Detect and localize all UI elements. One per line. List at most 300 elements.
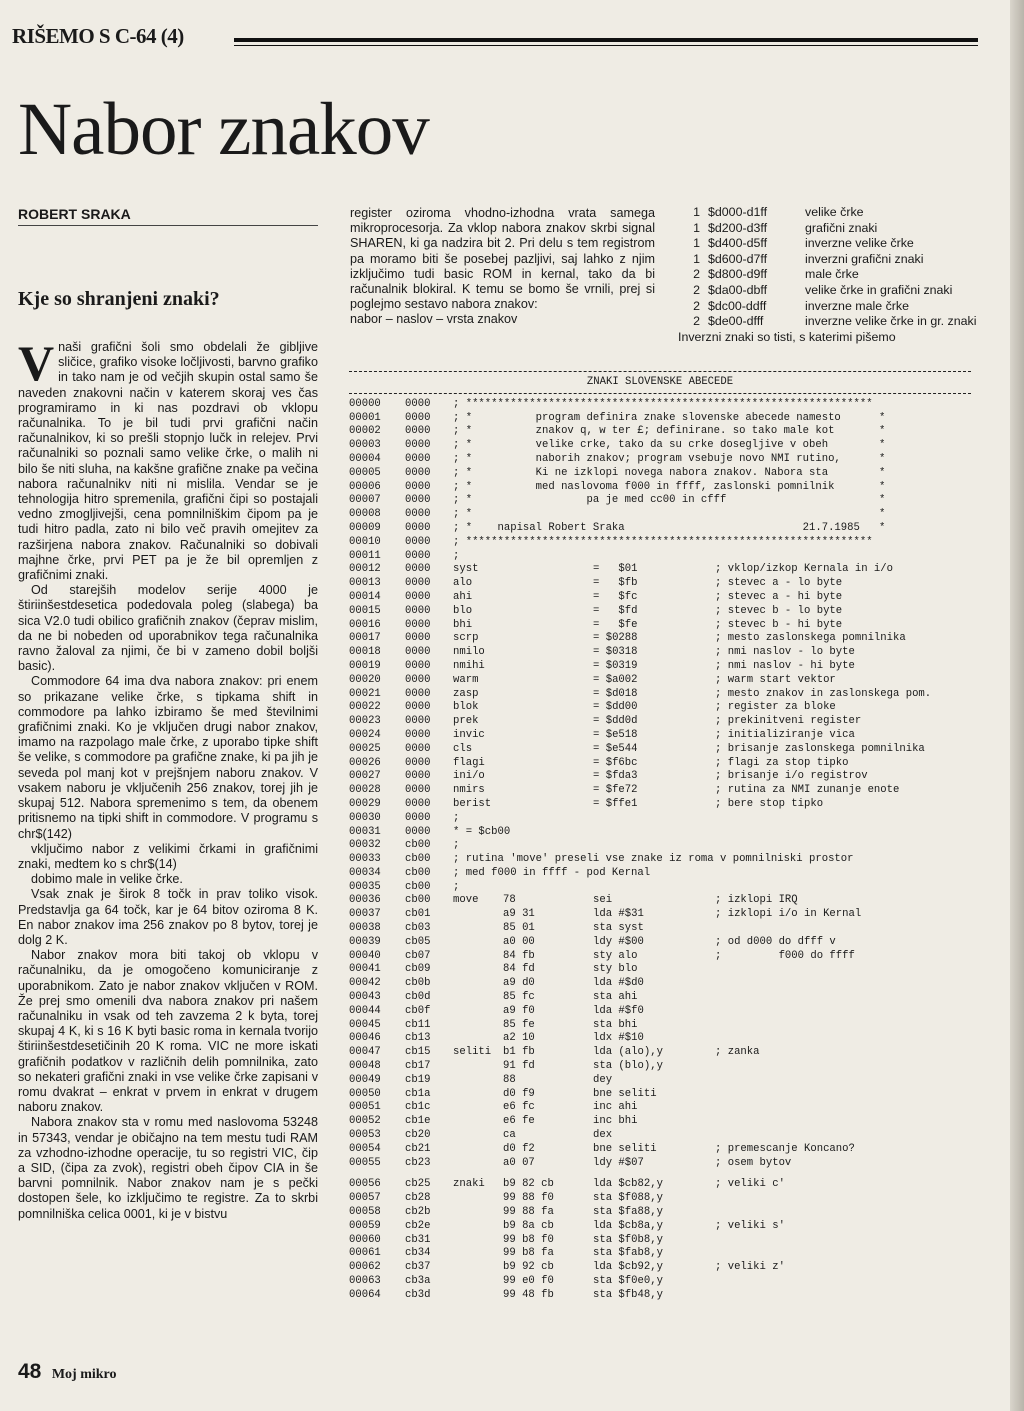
line-address: cb17 (405, 1060, 431, 1073)
line-number: 00009 (349, 521, 381, 534)
line-source: ; **************************************************************** (453, 397, 873, 410)
line-label: alo (453, 577, 473, 590)
line-label: warm (453, 673, 479, 686)
line-bytes (503, 577, 593, 591)
line-bytes (503, 770, 593, 784)
line-number: 00026 (349, 756, 381, 769)
line-source: ; rutina 'move' preseli vse znake iz roma v pomnilniski prostor (453, 853, 854, 866)
line-comment: ; flagi za stop tipko (715, 756, 849, 769)
listing-line (349, 632, 971, 646)
line-address: 0000 (405, 411, 431, 424)
line-address: 0000 (405, 673, 431, 686)
line-number: 00055 (349, 1156, 381, 1169)
listing-line (349, 1005, 971, 1019)
line-address: cb13 (405, 1032, 431, 1045)
line-comment (715, 1234, 971, 1248)
line-label: prek (453, 715, 479, 728)
line-number: 00016 (349, 618, 381, 631)
line-label: syst (453, 563, 479, 576)
line-instruction: bne seliti (593, 1087, 657, 1100)
charset-description: inverzni grafični znaki (805, 251, 924, 266)
line-comment: ; warm start vektor (715, 673, 836, 686)
charset-description: inverzne velike črke (805, 236, 914, 251)
charset-address: $d200-d3ff (708, 220, 768, 235)
charset-number: 1 (693, 205, 700, 219)
line-address: cb25 (405, 1178, 431, 1191)
line-label (453, 908, 503, 922)
line-instruction: sta (blo),y (593, 1060, 663, 1073)
line-comment (715, 977, 971, 991)
line-address: cb0b (405, 977, 431, 990)
line-bytes (503, 729, 593, 743)
body-paragraph: Od starejših modelov serije 4000 je štiriinšestdesetica podedovala poleg (slabega) ba sica V2.0 tudi obilico grafičnih znakov (čeprav mislim, da ne bi nobeden od uporabnikov tega računalnika ravno žaloval za njimi, če bi v zameno dobil boljši basic). (18, 583, 318, 674)
line-address: cb19 (405, 1073, 431, 1086)
line-source: ; * pa je med cc00 in cfff * (453, 494, 886, 507)
listing-line (349, 798, 971, 812)
line-instruction: lda #$f0 (593, 1004, 644, 1017)
body-paragraph: Nabor znakov mora biti takoj ob vklopu v računalniku, da je omogočeno komuniciranje z uporabnikom. Zato je nabor znakov vključen v ROM. Že prej smo omenili dva nabora znakov pri našem računalniku in vsak od teh zavzema 2 k byta, torej skupaj 4 K, ki s 16 K byti basic roma in kernala tvorijo štiriinšestdesetičinih 20 K roma. VIC ne more iskati grafičnih podatkov v različnih delih pomnilnika, zato so nekateri grafični znaki in vse velike črke zapisani v romu dvakrat – enkrat v prvem in enkrat v drugem naboru znakov. (18, 948, 318, 1115)
line-instruction: = $0288 (593, 632, 638, 645)
body-paragraph: Vsak znak je širok 8 točk in prav toliko visok. Predstavlja ga 64 točk, kar je 64 bitov oziroma 8 K. En nabor znakov ima 256 znakov po 8 bytov, torej je dolg 2 K. (18, 887, 318, 947)
line-instruction: sty alo (593, 949, 638, 962)
line-address: cb03 (405, 922, 431, 935)
line-bytes: 99 b8 f0 (503, 1233, 554, 1246)
listing-line (349, 977, 971, 991)
listing-line (349, 950, 971, 964)
line-address: 0000 (405, 811, 431, 824)
line-instruction: = $0318 (593, 646, 638, 659)
listing-line (349, 1115, 971, 1129)
line-instruction: bne seliti (593, 1142, 657, 1155)
line-bytes (503, 646, 593, 660)
line-instruction: ldy #$00 (593, 935, 644, 948)
line-number: 00043 (349, 991, 381, 1004)
line-label: nmirs (453, 784, 485, 797)
line-label (453, 991, 503, 1005)
line-number: 00036 (349, 894, 381, 907)
line-label: blok (453, 701, 479, 714)
line-comment (715, 1115, 971, 1129)
line-comment: ; initializiranje vica (715, 728, 855, 741)
line-number: 00044 (349, 1004, 381, 1017)
line-bytes: d0 f2 (503, 1142, 535, 1155)
line-number: 00012 (349, 563, 381, 576)
line-instruction: inc ahi (593, 1101, 638, 1114)
line-comment: ; veliki c' (715, 1178, 785, 1191)
listing-line (349, 1129, 971, 1143)
line-address: cb2b (405, 1206, 431, 1219)
line-bytes: b1 fb (503, 1046, 535, 1059)
page-number: 48 (18, 1360, 42, 1383)
listing-line (349, 1192, 971, 1206)
listing-line (349, 701, 971, 715)
line-address: 0000 (405, 452, 431, 465)
line-comment: ; nmi naslov - lo byte (715, 646, 855, 659)
line-comment (715, 1289, 971, 1303)
line-bytes: e6 fc (503, 1101, 535, 1114)
line-comment: ; register za bloke (715, 701, 836, 714)
line-address: cb05 (405, 935, 431, 948)
line-address: 0000 (405, 715, 431, 728)
line-address: 0000 (405, 646, 431, 659)
charset-description: male črke (805, 267, 859, 282)
line-address: cb21 (405, 1142, 431, 1155)
line-number: 00045 (349, 1018, 381, 1031)
line-number: 00013 (349, 577, 381, 590)
listing-title: ZNAKI SLOVENSKE ABECEDE (586, 376, 734, 388)
line-bytes: b9 8a cb (503, 1219, 554, 1232)
line-address: cb00 (405, 866, 431, 879)
line-instruction: sta $f0b8,y (593, 1233, 663, 1246)
line-number: 00048 (349, 1060, 381, 1073)
line-address: cb1a (405, 1087, 431, 1100)
line-address: 0000 (405, 756, 431, 769)
charset-row (678, 205, 988, 221)
line-source: ; * * (453, 508, 886, 521)
line-number: 00042 (349, 977, 381, 990)
line-number: 00007 (349, 494, 381, 507)
line-comment: ; stevec b - lo byte (715, 604, 843, 617)
line-number: 00056 (349, 1178, 381, 1191)
line-label (453, 1157, 503, 1171)
line-bytes (503, 605, 593, 619)
drop-cap: V (18, 335, 55, 391)
line-label (453, 1247, 503, 1261)
line-bytes: a9 f0 (503, 1004, 535, 1017)
line-number: 00020 (349, 673, 381, 686)
line-instruction: sta bhi (593, 1018, 638, 1031)
line-address: cb00 (405, 880, 431, 893)
line-label (453, 1129, 503, 1143)
listing-line (349, 577, 971, 591)
charset-row (678, 252, 988, 268)
listing-line (349, 1074, 971, 1088)
charset-address: $da00-dbff (708, 282, 768, 297)
line-number: 00035 (349, 880, 381, 893)
listing-line (349, 1060, 971, 1074)
charset-row (678, 236, 988, 252)
listing-line (349, 908, 971, 922)
line-instruction: dex (593, 1129, 613, 1142)
line-address: 0000 (405, 563, 431, 576)
line-bytes: 84 fd (503, 963, 535, 976)
charset-description: inverzne velike črke in gr. znaki (805, 314, 977, 329)
listing-line (349, 550, 971, 564)
line-comment (715, 1005, 971, 1019)
charset-description: velike črke in grafični znaki (805, 282, 953, 297)
line-bytes (503, 688, 593, 702)
listing-line (349, 1289, 971, 1303)
line-address: 0000 (405, 618, 431, 631)
line-number: 00061 (349, 1247, 381, 1260)
line-instruction: = $a002 (593, 673, 638, 686)
line-address: 0000 (405, 494, 431, 507)
charset-number: 1 (693, 236, 700, 251)
line-label: blo (453, 604, 473, 617)
charset-number: 2 (693, 282, 700, 297)
line-address: cb01 (405, 908, 431, 921)
line-instruction: sei (593, 894, 613, 907)
line-bytes (503, 757, 593, 771)
listing-line (349, 605, 971, 619)
line-number: 00050 (349, 1087, 381, 1100)
charset-address: $d000-d1ff (708, 205, 768, 219)
line-instruction: lda $cb8a,y (593, 1219, 663, 1232)
line-source: ; * Ki ne izklopi novega nabora znakov. Nabora sta * (453, 466, 886, 479)
line-label (453, 1234, 503, 1248)
line-number: 00053 (349, 1129, 381, 1142)
line-label (453, 1192, 503, 1206)
line-address: 0000 (405, 521, 431, 534)
listing-line (349, 1206, 971, 1220)
line-instruction: = $fe72 (593, 784, 638, 797)
charset-row (678, 314, 988, 330)
line-bytes: a2 10 (503, 1032, 535, 1045)
line-bytes (503, 701, 593, 715)
line-address: cb3d (405, 1288, 431, 1301)
listing-line (349, 770, 971, 784)
charset-row (678, 267, 988, 283)
line-source: ; * med naslovoma f000 in ffff, zaslonski pomnilnik * (453, 480, 886, 493)
line-source: ; (453, 811, 460, 824)
line-comment (715, 1060, 971, 1074)
article-title: Nabor znakov (18, 88, 429, 171)
line-address: 0000 (405, 480, 431, 493)
listing-line (349, 1178, 971, 1192)
line-label: zasp (453, 687, 479, 700)
line-bytes (503, 632, 593, 646)
line-number: 00015 (349, 604, 381, 617)
charset-number: 2 (693, 298, 700, 313)
line-address: cb1c (405, 1101, 431, 1114)
listing-line (349, 743, 971, 757)
line-comment: ; stevec a - hi byte (715, 590, 843, 603)
magazine-name: Moj mikro (51, 1367, 117, 1382)
line-number: 00000 (349, 397, 381, 410)
line-instruction: = $fc (593, 590, 638, 603)
listing-line (349, 729, 971, 743)
line-instruction: sta $f088,y (593, 1192, 663, 1205)
charset-description: grafični znaki (805, 220, 878, 235)
line-address: cb00 (405, 853, 431, 866)
line-number: 00059 (349, 1219, 381, 1232)
line-comment: ; stevec a - lo byte (715, 577, 843, 590)
line-label (453, 1060, 503, 1074)
line-number: 00057 (349, 1192, 381, 1205)
listing-line (349, 715, 971, 729)
listing-line (349, 536, 971, 550)
charset-address: $d400-d5ff (708, 236, 768, 251)
listing-line (349, 425, 971, 439)
line-address: cb09 (405, 963, 431, 976)
line-comment: ; veliki s' (715, 1219, 785, 1232)
line-label: scrp (453, 632, 479, 645)
line-label: bhi (453, 618, 473, 631)
body-paragraph: Vnaši grafični šoli smo obdelali že gibljive sličice, grafiko visoke ločljivosti, barvno grafiko in tako nam je od večjih skupin ostal samo še naveden znakovni način v katerem skoraj ves čas programiramo in ki nas pozdravi ob vklopu računalnika. To je bil tudi prvi grafični način računalnikov, ki so prešli stopnjo lučk in relejev. Prvi računalniki so poznali samo velike črke, o malih ni bilo še niti sluha, na kakšne grafične znake pa večina nabora računalnikv niti ni mislila. Vendar se je tehnologija hitro spremenila, grafični čipi so postajali vedno zmogljivejši, cena pomnilniškim čipom pa je tudi hitro padla, zato ni bilo več pravih omejitev za razširjena nabora znakov. Računalniki so dobivali majhne črke, prvi PET pa je že bil opremljen z grafičnimi znaki. (18, 335, 318, 583)
line-comment: ; izklopi IRQ (715, 894, 798, 907)
listing-line (349, 1157, 971, 1171)
body-column-2 (350, 206, 655, 328)
line-instruction: = $fb (593, 577, 638, 590)
line-address: 0000 (405, 577, 431, 590)
charset-table (678, 205, 988, 345)
listing-line (349, 591, 971, 605)
line-comment: ; prekinitveni register (715, 715, 862, 728)
listing-line (349, 660, 971, 674)
line-address: 0000 (405, 466, 431, 479)
line-instruction: ldx #$10 (593, 1032, 644, 1045)
line-source: ; * znakov q, w ter £; definirane. so tako male kot * (453, 425, 886, 438)
line-number: 00063 (349, 1275, 381, 1287)
line-bytes: a9 d0 (503, 977, 535, 990)
line-address: 0000 (405, 825, 431, 838)
line-instruction: sta $fa88,y (593, 1206, 663, 1219)
line-bytes: 84 fb (503, 949, 535, 962)
line-address: cb34 (405, 1247, 431, 1260)
listing-rule (349, 393, 971, 394)
line-bytes: 85 fc (503, 991, 535, 1004)
line-number: 00006 (349, 480, 381, 493)
charset-address: $de00-dfff (708, 314, 764, 329)
line-source: ; (453, 839, 460, 852)
line-label (453, 1088, 503, 1102)
line-instruction: = $f6bc (593, 756, 638, 769)
line-instruction: lda (alo),y (593, 1046, 663, 1059)
line-label (453, 936, 503, 950)
line-address: cb31 (405, 1233, 431, 1246)
line-number: 00001 (349, 411, 381, 424)
line-bytes: 78 (503, 894, 516, 907)
line-instruction: = $e544 (593, 742, 638, 755)
line-number: 00008 (349, 508, 381, 521)
line-label (453, 963, 503, 977)
line-number: 00060 (349, 1233, 381, 1246)
line-address: 0000 (405, 728, 431, 741)
line-comment: ; stevec b - hi byte (715, 618, 843, 631)
listing-line (349, 1220, 971, 1234)
line-instruction: sta $fb48,y (593, 1288, 663, 1301)
line-address: cb0f (405, 1004, 431, 1017)
line-instruction: lda $cb92,y (593, 1261, 663, 1274)
charset-description: velike črke (805, 205, 864, 219)
line-number: 00019 (349, 659, 381, 672)
listing-line (349, 646, 971, 660)
line-label: nmilo (453, 646, 485, 659)
line-comment: ; zanka (715, 1046, 760, 1059)
listing-line (349, 1088, 971, 1102)
body-paragraph: Nabora znakov sta v romu med naslovoma 53248 in 57343, vendar je običajno na tem mestu tudi RAM za vzhodno-izhodne operacije, tu so registri VIC, čip a SID, (čipa za zvok), registri obeh čipov CIA in še barvni pomnilnik. Nabor znakov nam je s pečki dostopen šele, ko izključimo te registre. Za to skrbi pomnilniška celica 0001, ki je v bistvu (18, 1115, 318, 1221)
line-comment (715, 1101, 971, 1115)
line-address: 0000 (405, 535, 431, 548)
line-label: seliti (453, 1046, 492, 1059)
line-address: 0000 (405, 659, 431, 672)
listing-line (349, 398, 971, 412)
line-instruction: sta ahi (593, 991, 638, 1004)
line-bytes: a0 07 (503, 1156, 535, 1169)
line-bytes: 99 88 f0 (503, 1192, 554, 1205)
line-address: cb0d (405, 991, 431, 1004)
line-address: 0000 (405, 604, 431, 617)
line-source: ; (453, 549, 460, 562)
line-comment: ; osem bytov (715, 1156, 792, 1169)
code-listing (349, 368, 971, 1303)
listing-line (349, 936, 971, 950)
line-address: 0000 (405, 701, 431, 714)
line-source: ; * naborih znakov; program vsebuje novo NMI rutino, * (453, 452, 886, 465)
line-bytes (503, 743, 593, 757)
charset-number: 1 (693, 251, 700, 266)
charset-row (678, 283, 988, 299)
line-bytes: 99 b8 fa (503, 1247, 554, 1260)
line-instruction: = $dd00 (593, 701, 638, 714)
listing-line (349, 1234, 971, 1248)
line-number: 00052 (349, 1115, 381, 1128)
line-comment: ; brisanje zaslonskega pomnilnika (715, 742, 925, 755)
line-number: 00041 (349, 963, 381, 976)
line-address: cb37 (405, 1261, 431, 1274)
line-label (453, 1074, 503, 1088)
line-number: 00051 (349, 1101, 381, 1114)
line-label (453, 1261, 503, 1275)
line-address: cb28 (405, 1192, 431, 1205)
line-number: 00004 (349, 452, 381, 465)
line-comment (715, 1129, 971, 1143)
line-number: 00064 (349, 1288, 381, 1301)
line-number: 00003 (349, 439, 381, 452)
listing-line (349, 757, 971, 771)
line-label (453, 1101, 503, 1115)
body-paragraph: register oziroma vhodno-izhodna vrata samega mikroprocesorja. Za vklop nabora znakov skrbi signal SHAREN, ki ga nadzira bit 2. Pri delu s tem registrom pa moramo biti še posebej pazljivi, saj lahko z njim izključimo tudi basic ROM in kernal, tako da bi računalnik blokiral. K temu se bomo še vrnili, prej si poglejmo sestavo nabora znakov: (350, 206, 655, 312)
line-address: 0000 (405, 784, 431, 797)
line-bytes (503, 715, 593, 729)
listing-line (349, 688, 971, 702)
line-bytes (503, 591, 593, 605)
listing-line (349, 1019, 971, 1033)
listing-line (349, 991, 971, 1005)
line-number: 00014 (349, 590, 381, 603)
line-label (453, 1275, 503, 1289)
listing-line (349, 619, 971, 633)
line-instruction: = $0319 (593, 659, 638, 672)
line-label: znaki (453, 1178, 485, 1191)
line-number: 00022 (349, 701, 381, 714)
line-address: cb11 (405, 1018, 431, 1031)
line-source: ; * napisal Robert Sraka 21.7.1985 * (453, 521, 886, 534)
line-label: cls (453, 742, 473, 755)
line-instruction: ldy #$07 (593, 1156, 644, 1169)
line-comment (715, 1275, 971, 1289)
line-bytes (503, 784, 593, 798)
line-instruction: dey (593, 1073, 613, 1086)
line-number: 00010 (349, 535, 381, 548)
body-paragraph: dobimo male in velike črke. (31, 872, 183, 887)
author-rule (18, 225, 318, 226)
listing-line (349, 674, 971, 688)
line-address: 0000 (405, 632, 431, 645)
line-comment (715, 1206, 971, 1220)
line-comment: ; f000 do ffff (715, 949, 855, 962)
line-bytes: b9 92 cb (503, 1261, 554, 1274)
line-comment: ; premescanje Koncano? (715, 1142, 855, 1155)
line-number: 00024 (349, 728, 381, 741)
line-number: 00021 (349, 687, 381, 700)
line-instruction: sta $fab8,y (593, 1247, 663, 1260)
line-bytes: b9 82 cb (503, 1178, 554, 1191)
body-paragraph: nabor – naslov – vrsta znakov (350, 312, 518, 327)
listing-line (349, 1247, 971, 1261)
header-rule-thin (234, 45, 978, 46)
line-instruction: = $fe (593, 618, 638, 631)
